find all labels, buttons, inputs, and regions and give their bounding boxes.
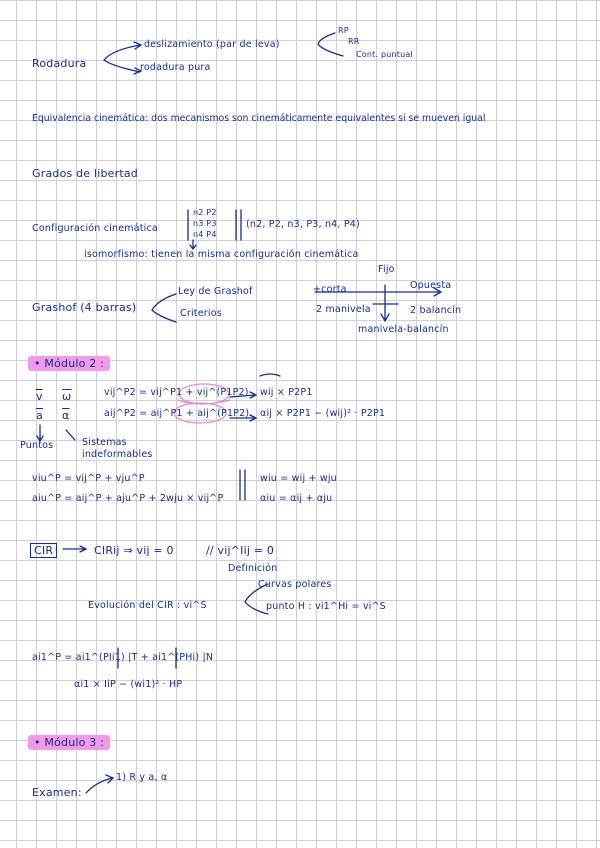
isomorfismo-definition: isomorfismo: tienen la misma configuración cinemática (84, 249, 359, 260)
symbol-a: $\overline{a}$ (36, 409, 43, 422)
examen-item-1: 1) R y a, α (116, 772, 168, 783)
rodadura-sub-cont: Cont. puntual (356, 50, 413, 59)
grashof-opuesta: Opuesta (410, 280, 452, 291)
acceleration-equation: aij^P2 = aij^P1 + aij^(P1P2) (104, 408, 250, 419)
indeformables-label: indeformables (82, 449, 153, 460)
equivalencia-definition: Equivalencia cinemática: dos mecanismos son cinemáticamente equivalentes si se mueven igual (32, 113, 486, 124)
symbol-w: $\overline{\omega}$ (62, 390, 72, 403)
rodadura-option-pura: rodadura pura (140, 62, 211, 73)
grados-heading: Grados de libertad (32, 167, 138, 180)
curvas-polares: Curvas polares (258, 579, 332, 590)
definicion-label: Definición (228, 563, 278, 574)
config-tuple: (n2, P2, n3, P3, n4, P4) (246, 219, 360, 230)
composition-velocity: viu^P = vij^P + vju^P (32, 473, 145, 484)
rodadura-label: Rodadura (32, 57, 87, 70)
acceleration-components: ai1^P = ai1^(PIi1) |T + ai1^(PHi) |N (32, 652, 214, 663)
symbol-alpha: $\overline{\alpha}$ (62, 409, 70, 422)
rodadura-option-deslizamiento: deslizamiento (par de leva) (144, 39, 280, 50)
cir-box: CIR (30, 543, 57, 558)
puntos-label: Puntos (20, 440, 54, 451)
config-matrix-row2: n3 P3 (193, 219, 217, 228)
examen-label: Examen: (32, 786, 82, 799)
config-matrix-row3: n4 P4 (193, 230, 217, 239)
grashof-manivela-balancin: manivela-balancín (358, 324, 449, 335)
velocity-equation: vij^P2 = vij^P1 + vij^(P1P2) (104, 387, 249, 398)
grashof-balancin: 2 balancín (410, 305, 462, 316)
symbol-v: $\overline{v}$ (36, 390, 43, 403)
sistemas-label: Sistemas (82, 437, 127, 448)
punto-h: punto H : vi1^Hi = vi^S (266, 601, 386, 612)
grashof-fijo: Fijo (378, 264, 395, 275)
grashof-ley: Ley de Grashof (178, 286, 253, 297)
velocity-equation-rhs: wij × P2P1 (260, 387, 313, 398)
composition-alpha: αiu = αij + αju (260, 493, 333, 504)
cir-definition-eq: // vij^Iij = 0 (206, 544, 275, 557)
cir-equation: CIRij ⇒ vij = 0 (94, 544, 174, 557)
evolucion-cir: Evolución del CIR : vi^S (88, 600, 207, 611)
modulo-3-heading: • Módulo 3 : (28, 735, 110, 750)
grashof-corta: +corta (313, 284, 347, 295)
grashof-manivela: 2 manivela (316, 304, 371, 315)
modulo-2-heading: • Módulo 2 : (28, 356, 110, 371)
config-matrix-row1: n2 P2 (193, 208, 217, 217)
acceleration-equation-rhs: αij × P2P1 − (wij)² · P2P1 (260, 408, 386, 419)
rodadura-sub-rp: RP (338, 26, 349, 35)
grashof-label: Grashof (4 barras) (32, 301, 137, 314)
rodadura-sub-rr: RR (348, 37, 360, 46)
grashof-criterios: Criterios (180, 308, 222, 319)
configuracion-label: Configuración cinemática (32, 223, 158, 234)
composition-acceleration: aiu^P = aij^P + aju^P + 2wju × vij^P (32, 493, 224, 504)
composition-omega: wiu = wij + wju (260, 473, 337, 484)
acceleration-components-2: αi1 × IiP − (wi1)² · HP (74, 679, 183, 690)
